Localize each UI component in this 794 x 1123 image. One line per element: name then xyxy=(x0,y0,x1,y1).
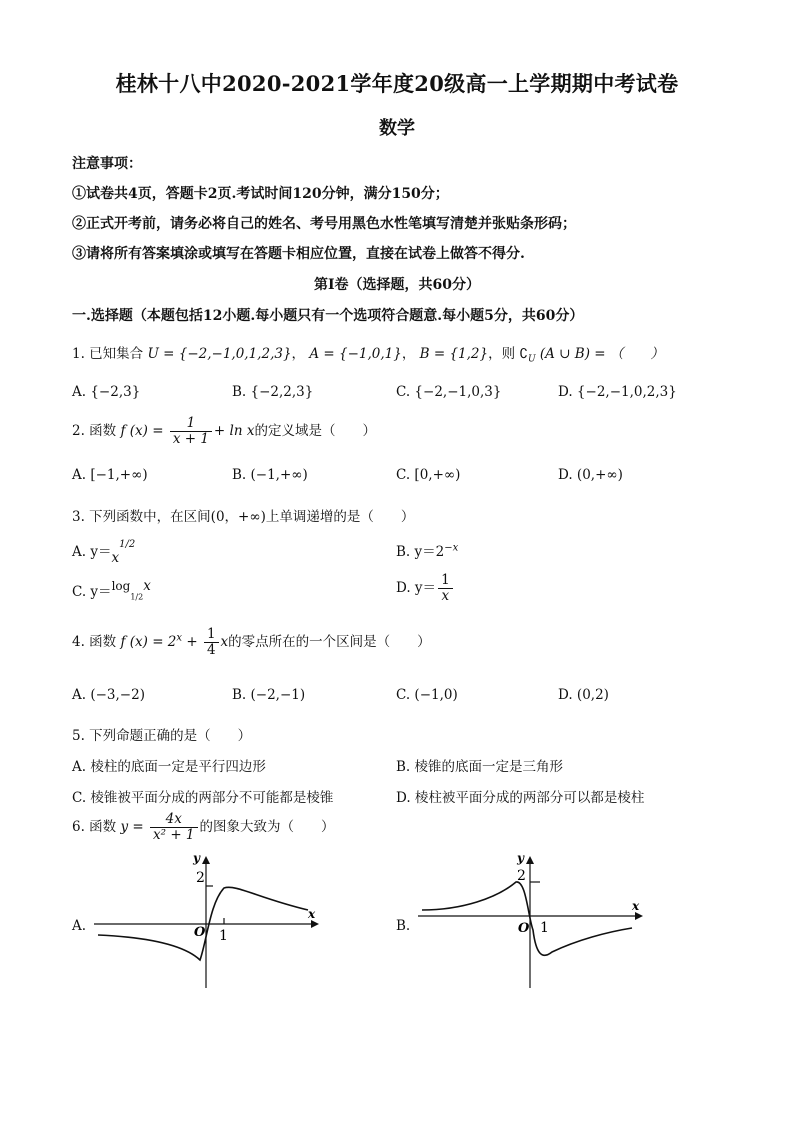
q6-fraction xyxy=(150,812,198,843)
q3-option-d xyxy=(396,573,455,604)
q4-prefix: 4. 函数 xyxy=(72,633,117,650)
graph-a-tick-y-label: 2 xyxy=(196,870,205,886)
q3-b-exponent: −x xyxy=(444,542,459,554)
q2-prefix: 2. 函数 xyxy=(72,422,117,439)
q5-option-a: A. 棱柱的底面一定是平行四边形 xyxy=(72,759,266,775)
q6-y: y = xyxy=(120,818,144,835)
graph-b-tick-y-label: 2 xyxy=(517,868,526,884)
q1-option-b: B. {−2,2,3} xyxy=(232,384,314,400)
question-2-stem xyxy=(72,416,376,447)
note-item-1: ①试卷共4页，答题卡2页.考试时间120分钟，满分150分； xyxy=(72,186,449,202)
q4-denominator: 4 xyxy=(206,641,216,658)
graph-a-x-arrow-icon xyxy=(311,920,319,928)
question-3-stem: 3. 下列函数中，在区间(0，+∞)上单调递增的是（ ） xyxy=(72,509,415,525)
section-instruction: 一.选择题（本题包括12小题.每小题只有一个选项符合题意.每小题5分，共60分） xyxy=(72,308,584,324)
q1-option-d: D. {−2,−1,0,2,3} xyxy=(558,384,677,400)
q2-ask: 的定义域是（ ） xyxy=(254,422,376,439)
q1-set-a: A = {−1,0,1} xyxy=(309,346,402,362)
q6-graph-a-label: A. xyxy=(72,918,87,934)
graph-a-tick-x-label: 1 xyxy=(219,928,228,944)
q4-numerator: 1 xyxy=(204,627,219,643)
q3-d-label: D. y＝ xyxy=(396,579,437,596)
q3-a-base: x xyxy=(111,550,120,566)
q6-graph-b xyxy=(412,848,652,993)
q6-numerator: 4x xyxy=(150,812,198,828)
graph-a-x-label: x xyxy=(308,907,316,921)
q4-tail: x xyxy=(220,633,229,650)
q4-plus: + xyxy=(186,633,198,650)
q6-ask: 的图象大致为（ ） xyxy=(199,818,335,835)
q3-option-a xyxy=(72,538,136,566)
q6-prefix: 6. 函数 xyxy=(72,818,117,835)
question-1-stem: 1. 已知集合 U = {−2,−1,0,1,2,3}， A = {−1,0,1}， B = {1,2}，则 $∁_U$ (A ∪ B) = （ ） xyxy=(72,346,664,365)
graph-b-origin-label: O xyxy=(518,921,530,936)
note-item-2: ②正式开考前，请务必将自己的姓名、考号用黑色水性笔填写清楚并张贴条形码； xyxy=(72,216,576,232)
q2-option-c: C. [0,+∞) xyxy=(396,467,461,483)
q1-ask: ，则 xyxy=(488,346,516,362)
q2-fx: f (x) = xyxy=(120,422,164,439)
question-4-stem xyxy=(72,627,431,658)
q6-graph-b-label: B. xyxy=(396,918,411,934)
q3-c-label: C. y＝ xyxy=(72,584,112,600)
q2-fraction xyxy=(170,416,212,447)
graph-b-curve xyxy=(422,882,632,955)
exam-title: 桂林十八中2020-2021学年度20级高一上学期期中考试卷 xyxy=(115,71,679,96)
q4-option-c: C. (−1,0) xyxy=(396,687,458,703)
graph-b-y-label: y xyxy=(517,851,524,865)
subject-title: 数学 xyxy=(379,118,415,139)
q2-denominator: x + 1 xyxy=(172,430,209,447)
q3-d-numerator: 1 xyxy=(438,573,453,589)
q3-option-b xyxy=(396,540,458,560)
q2-option-b: B. (−1,+∞) xyxy=(232,467,308,483)
q3-c-base: 1/2 xyxy=(130,592,144,602)
q1-complement-sub: U xyxy=(527,354,536,365)
q5-option-b: B. 棱锥的底面一定是三角形 xyxy=(396,759,564,775)
q2-option-a: A. [−1,+∞) xyxy=(72,467,148,483)
q1-set-b: B = {1,2} xyxy=(419,346,489,362)
q4-option-d: D. (0,2) xyxy=(558,687,609,703)
q3-b-value: 2 xyxy=(435,544,445,560)
q1-set-u: U = {−2,−1,0,1,2,3} xyxy=(147,346,292,362)
q3-option-c xyxy=(72,580,151,602)
q4-option-a: A. (−3,−2) xyxy=(72,687,145,703)
q4-exponent: x xyxy=(176,632,183,644)
question-6-stem xyxy=(72,812,335,843)
q3-c-log: log xyxy=(111,579,131,593)
q1-option-c: C. {−2,−1,0,3} xyxy=(396,384,502,400)
q1-expression: (A ∪ B) = （ ） xyxy=(539,346,664,362)
q3-b-label: B. y＝ xyxy=(396,544,436,560)
graph-b-x-arrow-icon xyxy=(635,912,643,920)
note-item-3: ③请将所有答案填涂或填写在答题卡相应位置，直接在试卷上做答不得分. xyxy=(72,246,525,262)
q3-a-label: A. y＝ xyxy=(72,544,112,560)
q3-c-arg: x xyxy=(143,578,151,594)
graph-a-origin-label: O xyxy=(194,925,206,940)
graph-b-tick-x-label: 1 xyxy=(540,920,549,936)
question-5-stem: 5. 下列命题正确的是（ ） xyxy=(72,728,252,744)
graph-b-x-label: x xyxy=(632,899,640,913)
q4-option-b: B. (−2,−1) xyxy=(232,687,306,703)
q2-numerator: 1 xyxy=(170,416,212,432)
graph-a-y-label: y xyxy=(193,851,200,865)
q3-a-exponent: 1/2 xyxy=(119,538,136,550)
notes-heading: 注意事项： xyxy=(72,156,142,172)
q2-option-d: D. (0,+∞) xyxy=(558,467,623,483)
q2-tail: + ln x xyxy=(213,422,255,439)
q5-option-d: D. 棱柱被平面分成的两部分可以都是棱柱 xyxy=(396,790,645,806)
q3-d-denominator: x xyxy=(441,587,450,604)
graph-a-y-arrow-icon xyxy=(202,856,210,864)
graph-b-y-arrow-icon xyxy=(526,856,534,864)
section-title: 第Ⅰ卷（选择题，共60分） xyxy=(313,277,481,293)
q1-option-a: A. {−2,3} xyxy=(72,384,141,400)
q1-prefix: 1. 已知集合 xyxy=(72,346,144,362)
q1-complement: ∁ xyxy=(519,346,528,362)
q4-ask: 的零点所在的一个区间是（ ） xyxy=(228,633,431,650)
q4-fx: f (x) = 2 xyxy=(120,633,177,650)
q4-fraction xyxy=(204,627,219,658)
q3-d-fraction xyxy=(438,573,453,604)
q6-graph-a xyxy=(88,848,328,993)
q5-option-c: C. 棱锥被平面分成的两部分不可能都是棱锥 xyxy=(72,790,334,806)
q6-denominator: x² + 1 xyxy=(153,826,195,843)
